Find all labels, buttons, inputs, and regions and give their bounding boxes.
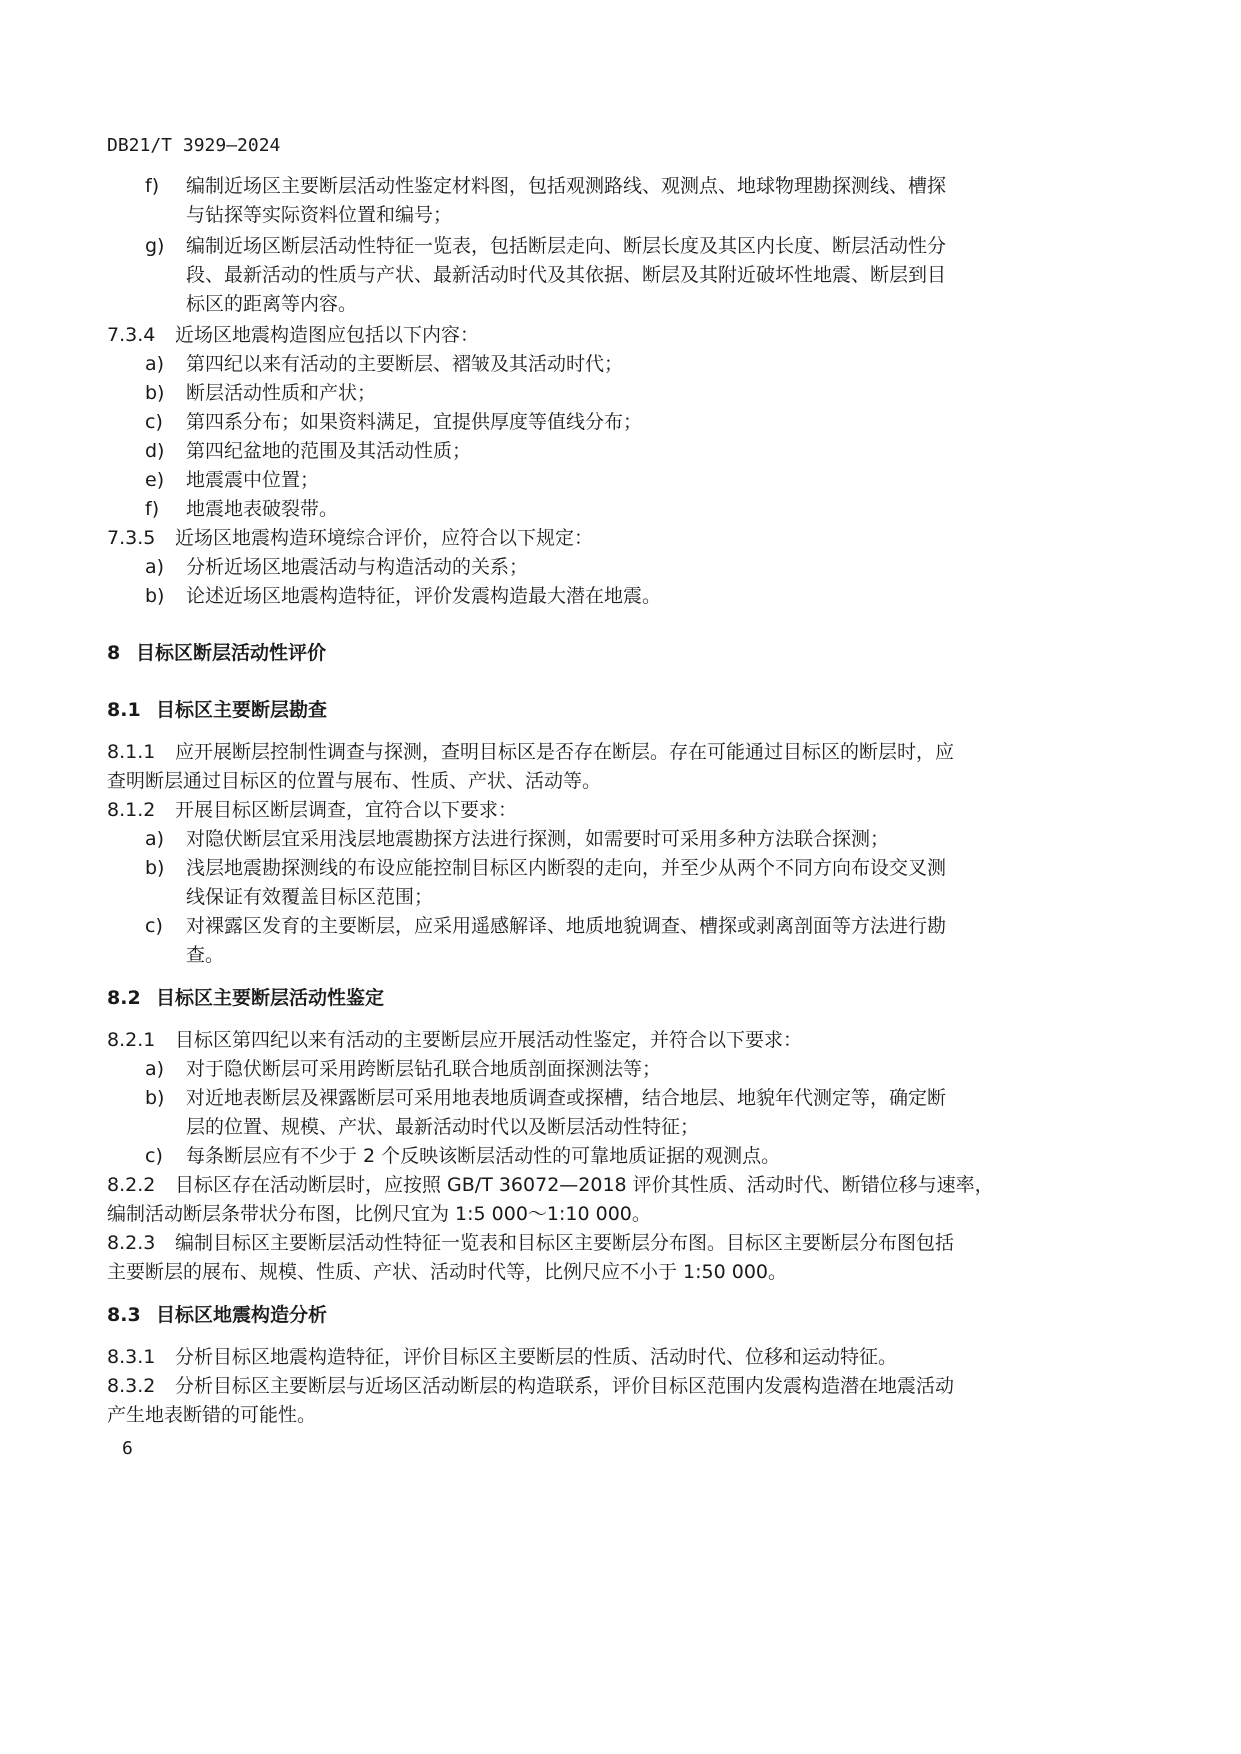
list-item-text: 地震震中位置； bbox=[186, 469, 320, 491]
list-label: d) bbox=[145, 440, 165, 462]
clause-number: 8.2.3 bbox=[107, 1232, 156, 1254]
list-label: a) bbox=[145, 828, 165, 850]
clause-text: 查明断层通过目标区的位置与展布、性质、产状、活动等。 bbox=[107, 770, 602, 792]
list-item-text: 对裸露区发育的主要断层，应采用遥感解译、地质地貌调查、槽探或剥离剖面等方法进行勘 bbox=[186, 915, 947, 937]
clause-number: 8.2.2 bbox=[107, 1174, 156, 1196]
clause-text: 编制目标区主要断层活动性特征一览表和目标区主要断层分布图。目标区主要断层分布图包括 bbox=[175, 1232, 955, 1254]
section-title: 目标区断层活动性评价 bbox=[136, 642, 327, 664]
list-label: a) bbox=[145, 1058, 165, 1080]
clause-text: 分析目标区地震构造特征，评价目标区主要断层的性质、活动时代、位移和运动特征。 bbox=[175, 1346, 898, 1368]
list-item-text: 与钻探等实际资料位置和编号； bbox=[186, 204, 453, 226]
clause-number: 8.2.1 bbox=[107, 1029, 156, 1051]
list-item-text: 第四纪盆地的范围及其活动性质； bbox=[186, 440, 472, 462]
list-item-text: 对隐伏断层宜采用浅层地震勘探方法进行探测，如需要时可采用多种方法联合探测； bbox=[186, 828, 890, 850]
clause-number: 8.1.1 bbox=[107, 741, 156, 763]
clause-text: 目标区存在活动断层时，应按照 GB/T 36072—2018 评价其性质、活动时代、断错位移与速率， bbox=[175, 1174, 994, 1196]
clause-text: 产生地表断错的可能性。 bbox=[107, 1404, 317, 1426]
list-item-text: 编制近场区断层活动性特征一览表，包括断层走向、断层长度及其区内长度、断层活动性分 bbox=[186, 235, 947, 257]
clause-text: 近场区地震构造环境综合评价，应符合以下规定： bbox=[175, 527, 594, 549]
list-item-text: 浅层地震勘探测线的布设应能控制目标区内断裂的走向，并至少从两个不同方向布设交叉测 bbox=[186, 857, 947, 879]
clause-text: 开展目标区断层调查，宜符合以下要求： bbox=[175, 799, 518, 821]
clause-text: 主要断层的展布、规模、性质、产状、活动时代等，比例尺应不小于 1:50 000。 bbox=[107, 1261, 788, 1283]
list-label: f) bbox=[145, 175, 160, 197]
section-number: 8.1 bbox=[107, 699, 141, 721]
list-item-text: 每条断层应有不少于 2 个反映该断层活动性的可靠地质证据的观测点。 bbox=[186, 1145, 781, 1167]
section-number: 8.3 bbox=[107, 1304, 141, 1326]
list-item-text: 断层活动性质和产状； bbox=[186, 382, 377, 404]
section-number: 8.2 bbox=[107, 987, 141, 1009]
list-item-text: 论述近场区地震构造特征，评价发震构造最大潜在地震。 bbox=[186, 585, 662, 607]
list-label: g) bbox=[145, 235, 165, 257]
list-item-text: 编制近场区主要断层活动性鉴定材料图，包括观测路线、观测点、地球物理勘探测线、槽探 bbox=[186, 175, 947, 197]
clause-text: 编制活动断层条带状分布图，比例尺宜为 1:5 000～1:10 000。 bbox=[107, 1203, 651, 1225]
list-label: b) bbox=[145, 1087, 165, 1109]
list-item-text: 第四纪以来有活动的主要断层、褶皱及其活动时代； bbox=[186, 353, 624, 375]
list-label: b) bbox=[145, 857, 165, 879]
list-item-text: 地震地表破裂带。 bbox=[186, 498, 339, 520]
list-item-text: 对近地表断层及裸露断层可采用地表地质调查或探槽，结合地层、地貌年代测定等，确定断 bbox=[186, 1087, 947, 1109]
section-number: 8 bbox=[107, 642, 121, 664]
list-label: f) bbox=[145, 498, 160, 520]
list-label: c) bbox=[145, 411, 163, 433]
clause-number: 8.1.2 bbox=[107, 799, 156, 821]
list-item-text: 第四系分布；如果资料满足，宜提供厚度等值线分布； bbox=[186, 411, 643, 433]
clause-text: 目标区第四纪以来有活动的主要断层应开展活动性鉴定，并符合以下要求： bbox=[175, 1029, 803, 1051]
list-label: e) bbox=[145, 469, 165, 491]
list-label: b) bbox=[145, 585, 165, 607]
list-item-text: 标区的距离等内容。 bbox=[186, 293, 358, 315]
page-number: 6 bbox=[122, 1438, 133, 1459]
clause-number: 7.3.4 bbox=[107, 324, 156, 346]
list-label: a) bbox=[145, 556, 165, 578]
list-item-text: 分析近场区地震活动与构造活动的关系； bbox=[186, 556, 529, 578]
document-code: DB21/T 3929—2024 bbox=[107, 135, 281, 156]
list-label: b) bbox=[145, 382, 165, 404]
section-title: 目标区主要断层活动性鉴定 bbox=[156, 987, 385, 1009]
clause-number: 8.3.1 bbox=[107, 1346, 156, 1368]
clause-number: 8.3.2 bbox=[107, 1375, 156, 1397]
list-item-text: 查。 bbox=[186, 944, 225, 966]
list-label: c) bbox=[145, 915, 163, 937]
clause-text: 应开展断层控制性调查与探测，查明目标区是否存在断层。存在可能通过目标区的断层时，应 bbox=[175, 741, 955, 763]
clause-text: 分析目标区主要断层与近场区活动断层的构造联系，评价目标区范围内发震构造潜在地震活动 bbox=[175, 1375, 955, 1397]
list-item-text: 段、最新活动的性质与产状、最新活动时代及其依据、断层及其附近破坏性地震、断层到目 bbox=[186, 264, 947, 286]
section-title: 目标区主要断层勘查 bbox=[156, 699, 328, 721]
list-label: a) bbox=[145, 353, 165, 375]
clause-number: 7.3.5 bbox=[107, 527, 156, 549]
list-item-text: 层的位置、规模、产状、最新活动时代以及断层活动性特征； bbox=[186, 1116, 700, 1138]
list-item-text: 线保证有效覆盖目标区范围； bbox=[186, 886, 434, 908]
clause-text: 近场区地震构造图应包括以下内容： bbox=[175, 324, 480, 346]
list-label: c) bbox=[145, 1145, 163, 1167]
section-title: 目标区地震构造分析 bbox=[156, 1304, 328, 1326]
list-item-text: 对于隐伏断层可采用跨断层钻孔联合地质剖面探测法等； bbox=[186, 1058, 662, 1080]
